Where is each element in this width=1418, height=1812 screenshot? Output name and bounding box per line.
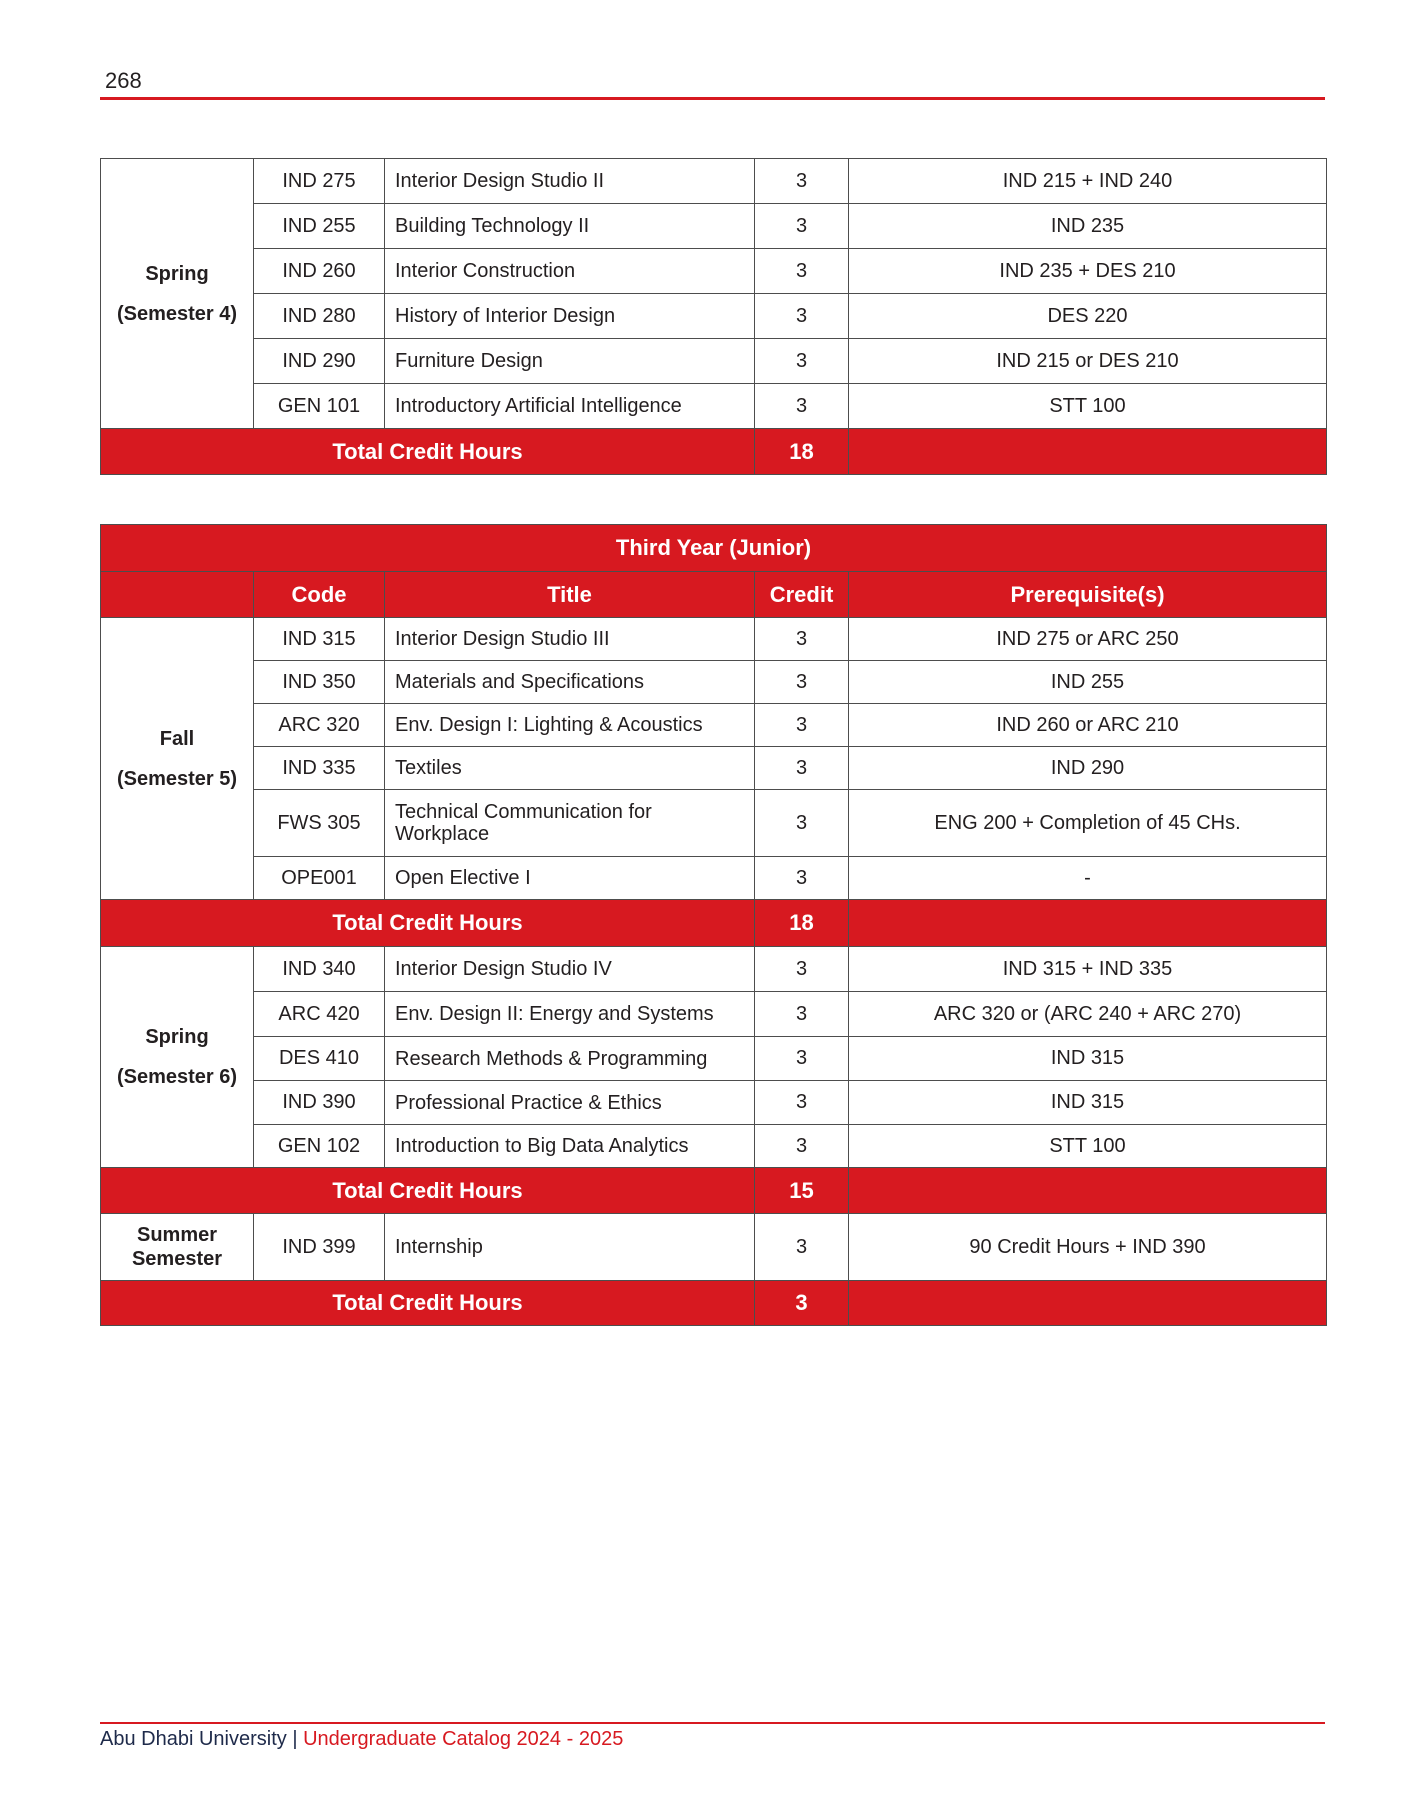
total-value: 18: [755, 429, 849, 475]
semester-label: Summer Semester: [101, 1214, 254, 1281]
course-title: History of Interior Design: [385, 294, 755, 339]
column-header-row: [101, 572, 1327, 618]
footer: [100, 1728, 623, 1751]
footer-separator: |: [292, 1728, 298, 1750]
course-credit: 3: [755, 1081, 849, 1125]
course-prereq: ENG 200 + Completion of 45 CHs.: [849, 790, 1327, 857]
table-row: [101, 294, 1327, 339]
table-title: Third Year (Junior): [101, 525, 1327, 572]
table-title-row: [101, 525, 1327, 572]
course-credit: 3: [755, 1037, 849, 1081]
course-prereq: IND 215 + IND 240: [849, 159, 1327, 204]
course-code: IND 315: [254, 618, 385, 661]
total-row: [101, 1168, 1327, 1214]
table-row: [101, 857, 1327, 900]
course-title: Professional Practice & Ethics: [385, 1081, 755, 1125]
table-row: [101, 661, 1327, 704]
course-credit: 3: [755, 1125, 849, 1168]
table-row: [101, 947, 1327, 992]
header-divider: [100, 97, 1325, 100]
table-row: [101, 1081, 1327, 1125]
course-title: Interior Design Studio II: [385, 159, 755, 204]
course-prereq: IND 215 or DES 210: [849, 339, 1327, 384]
course-prereq: STT 100: [849, 1125, 1327, 1168]
total-empty: [849, 900, 1327, 947]
course-code: IND 335: [254, 747, 385, 790]
table-row: [101, 249, 1327, 294]
total-empty: [849, 429, 1327, 475]
course-prereq: IND 235 + DES 210: [849, 249, 1327, 294]
course-code: OPE001: [254, 857, 385, 900]
course-prereq: IND 315: [849, 1037, 1327, 1081]
course-title: Env. Design II: Energy and Systems: [385, 992, 755, 1037]
course-prereq: IND 255: [849, 661, 1327, 704]
course-credit: 3: [755, 294, 849, 339]
course-prereq: IND 290: [849, 747, 1327, 790]
table-row: [101, 339, 1327, 384]
course-title: Env. Design I: Lighting & Acoustics: [385, 704, 755, 747]
course-title: Interior Construction: [385, 249, 755, 294]
course-title: Internship: [385, 1214, 755, 1281]
total-empty: [849, 1281, 1327, 1326]
course-code: IND 390: [254, 1081, 385, 1125]
course-code: IND 350: [254, 661, 385, 704]
course-title: Open Elective I: [385, 857, 755, 900]
total-row: [101, 429, 1327, 475]
table-row: [101, 159, 1327, 204]
table-row: [101, 1037, 1327, 1081]
table-row: [101, 1214, 1327, 1281]
course-code: IND 399: [254, 1214, 385, 1281]
course-credit: 3: [755, 704, 849, 747]
table-row: [101, 618, 1327, 661]
total-empty: [849, 1168, 1327, 1214]
course-credit: 3: [755, 661, 849, 704]
header-prereq: Prerequisite(s): [849, 572, 1327, 618]
course-credit: 3: [755, 618, 849, 661]
course-prereq: IND 315: [849, 1081, 1327, 1125]
course-credit: 3: [755, 249, 849, 294]
course-code: GEN 101: [254, 384, 385, 429]
course-credit: 3: [755, 1214, 849, 1281]
course-credit: 3: [755, 747, 849, 790]
course-code: IND 290: [254, 339, 385, 384]
total-label: Total Credit Hours: [101, 1281, 755, 1326]
course-prereq: IND 275 or ARC 250: [849, 618, 1327, 661]
total-label: Total Credit Hours: [101, 900, 755, 947]
course-title: Interior Design Studio IV: [385, 947, 755, 992]
header-title: Title: [385, 572, 755, 618]
course-code: IND 275: [254, 159, 385, 204]
course-title: Introductory Artificial Intelligence: [385, 384, 755, 429]
course-code: ARC 320: [254, 704, 385, 747]
spring-semester-4-table: [100, 158, 1327, 475]
course-credit: 3: [755, 159, 849, 204]
table-row: [101, 1125, 1327, 1168]
footer-catalog: Undergraduate Catalog 2024 - 2025: [303, 1728, 624, 1750]
table-row: [101, 384, 1327, 429]
table-row: [101, 747, 1327, 790]
course-prereq: DES 220: [849, 294, 1327, 339]
course-prereq: -: [849, 857, 1327, 900]
header-empty: [101, 572, 254, 618]
course-credit: 3: [755, 339, 849, 384]
total-value: 3: [755, 1281, 849, 1326]
course-title: Technical Communication for Workplace: [385, 790, 755, 857]
course-prereq: IND 260 or ARC 210: [849, 704, 1327, 747]
course-credit: 3: [755, 992, 849, 1037]
course-prereq: 90 Credit Hours + IND 390: [849, 1214, 1327, 1281]
header-credit: Credit: [755, 572, 849, 618]
header-code: Code: [254, 572, 385, 618]
course-title: Textiles: [385, 747, 755, 790]
course-code: FWS 305: [254, 790, 385, 857]
course-code: GEN 102: [254, 1125, 385, 1168]
course-credit: 3: [755, 857, 849, 900]
table-row: [101, 704, 1327, 747]
course-credit: 3: [755, 947, 849, 992]
course-prereq: STT 100: [849, 384, 1327, 429]
course-prereq: IND 235: [849, 204, 1327, 249]
total-value: 18: [755, 900, 849, 947]
table-row: [101, 992, 1327, 1037]
page-number: 268: [105, 68, 142, 93]
course-prereq: ARC 320 or (ARC 240 + ARC 270): [849, 992, 1327, 1037]
course-code: IND 255: [254, 204, 385, 249]
course-credit: 3: [755, 204, 849, 249]
course-code: IND 280: [254, 294, 385, 339]
course-title: Building Technology II: [385, 204, 755, 249]
course-credit: 3: [755, 384, 849, 429]
course-title: Introduction to Big Data Analytics: [385, 1125, 755, 1168]
course-title: Interior Design Studio III: [385, 618, 755, 661]
third-year-table: [100, 524, 1327, 1326]
course-prereq: IND 315 + IND 335: [849, 947, 1327, 992]
course-title: Research Methods & Programming: [385, 1037, 755, 1081]
course-code: IND 340: [254, 947, 385, 992]
course-title: Materials and Specifications: [385, 661, 755, 704]
semester-label: Spring (Semester 4): [101, 159, 254, 429]
course-code: ARC 420: [254, 992, 385, 1037]
course-credit: 3: [755, 790, 849, 857]
total-row: [101, 900, 1327, 947]
footer-university: Abu Dhabi University: [100, 1728, 287, 1750]
total-row: [101, 1281, 1327, 1326]
total-label: Total Credit Hours: [101, 429, 755, 475]
course-code: IND 260: [254, 249, 385, 294]
total-value: 15: [755, 1168, 849, 1214]
course-code: DES 410: [254, 1037, 385, 1081]
total-label: Total Credit Hours: [101, 1168, 755, 1214]
footer-divider: [100, 1722, 1325, 1724]
table-row: [101, 790, 1327, 857]
semester-label: Spring (Semester 6): [101, 947, 254, 1168]
course-title: Furniture Design: [385, 339, 755, 384]
table-row: [101, 204, 1327, 249]
semester-label: Fall (Semester 5): [101, 618, 254, 900]
